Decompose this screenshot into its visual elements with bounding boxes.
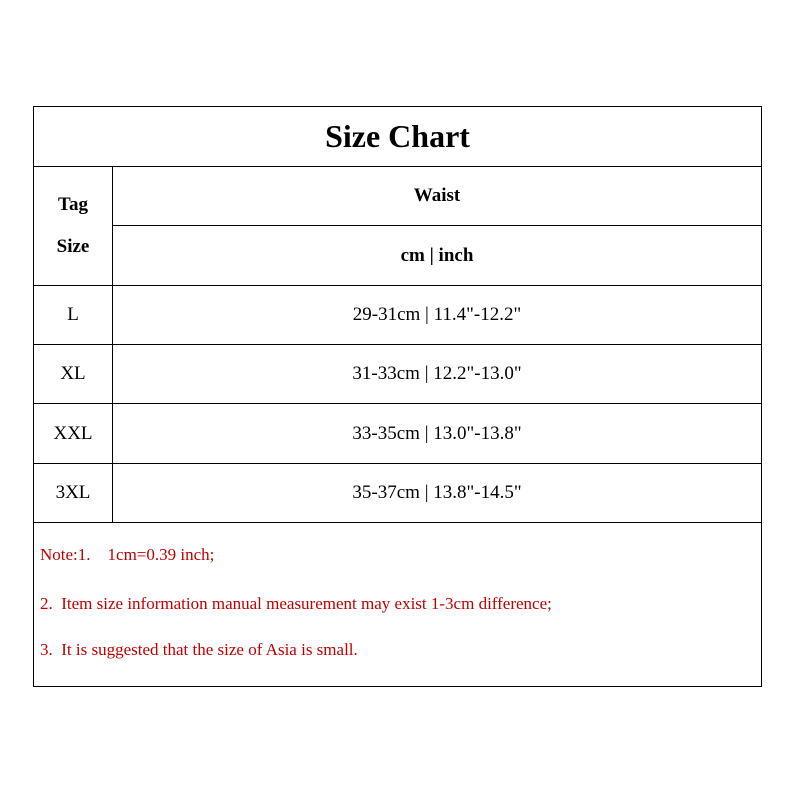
waist-header: Waist	[413, 185, 461, 206]
chart-title: Size Chart	[34, 107, 761, 167]
size-cell: L	[67, 304, 79, 325]
size-chart-table	[33, 106, 762, 687]
note-line: Note:1. 1cm=0.39 inch;	[40, 545, 215, 564]
units-header: cm | inch	[400, 244, 474, 266]
table-bottom-divider	[34, 522, 761, 523]
waist-cell: 31-33cm | 12.2"-13.0"	[352, 363, 522, 384]
waist-cell: 33-35cm | 13.0"-13.8"	[352, 422, 522, 444]
tag-header-line1: Tag	[58, 194, 88, 215]
waist-cell: 35-37cm | 13.8"-14.5"	[352, 482, 522, 503]
tag-size-header	[34, 167, 112, 285]
size-cell: XL	[60, 363, 86, 384]
tag-header-line2: Size	[56, 236, 90, 257]
size-cell: XXL	[53, 422, 93, 444]
note-line: 2. Item size information manual measurement may exist 1-3cm difference;	[40, 594, 552, 613]
size-cell: 3XL	[55, 482, 91, 503]
note-line: 3. It is suggested that the size of Asia is small.	[40, 640, 358, 659]
waist-cell: 29-31cm | 11.4"-12.2"	[352, 304, 522, 325]
